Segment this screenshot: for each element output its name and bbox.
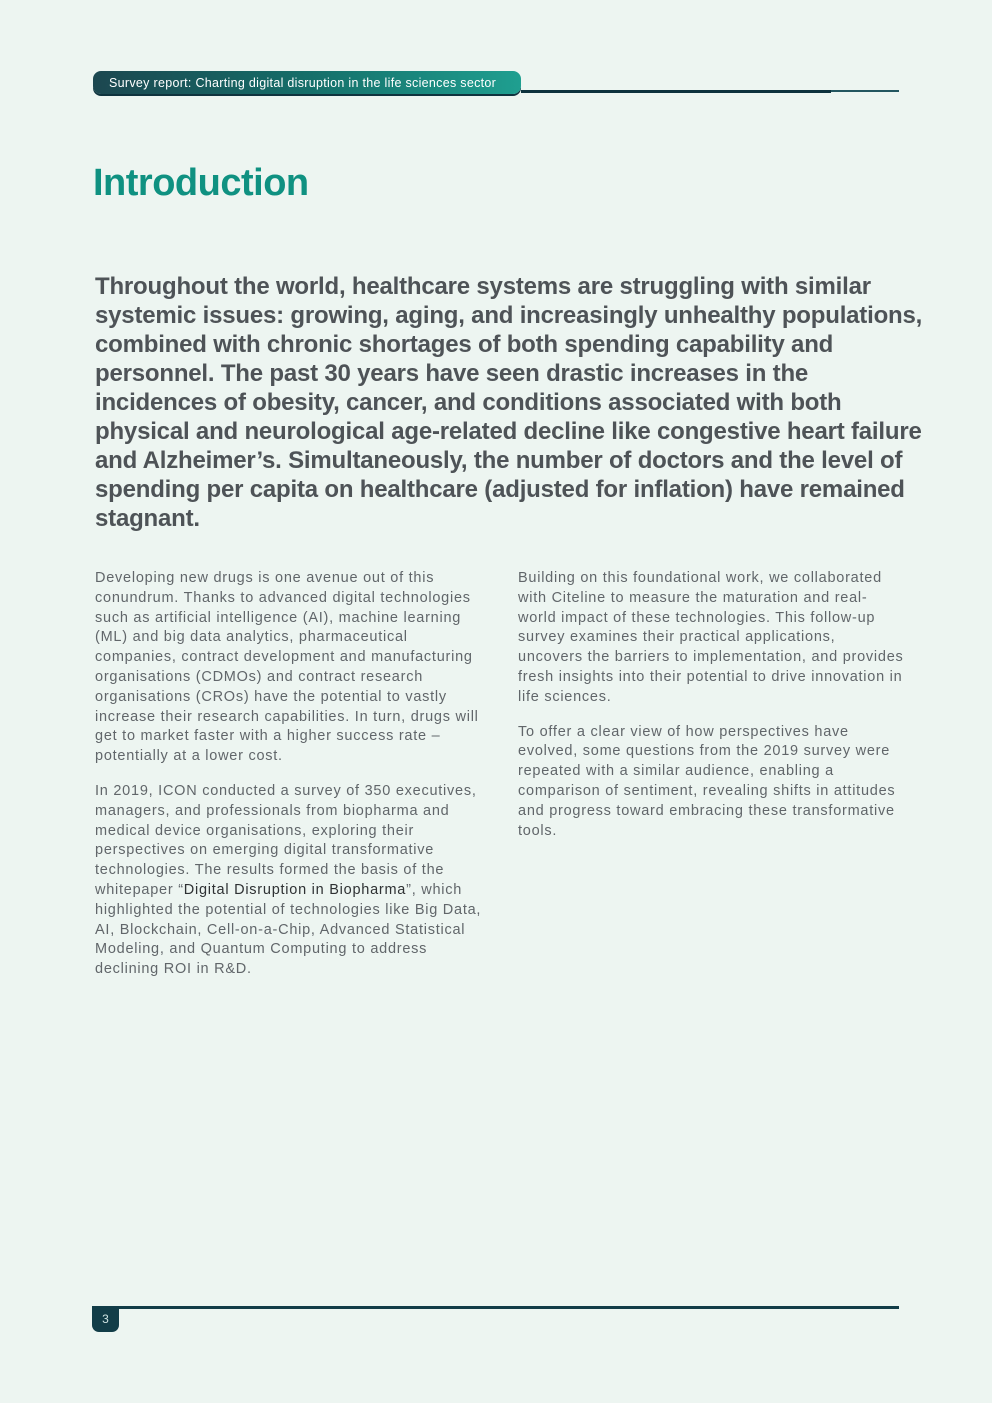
paragraph-text: ”, which highlighted the potential of technologies like Big Data, AI, Blockchain, Cell-on-a-Chip, Advanced Statistical Modeling, and Quantum Computing to address declining ROI in R&D. (95, 881, 482, 978)
right-column (518, 569, 905, 995)
footer-rule (92, 1306, 899, 1309)
whitepaper-title-link[interactable]: Digital Disruption in Biopharma (183, 881, 407, 898)
lead-paragraph: Throughout the world, healthcare systems are struggling with similar systemic issues: growing, aging, and increasingly unhealthy populations, combined with chronic shortages of both spending capability and personnel. The past 30 years have seen drastic increases in the incidences of obesity, cancer, and conditions associated with both physical and neurological age-related decline like congestive heart failure and Alzheimer’s. Simultaneously, the number of doctors and the level of spending per capita on healthcare (adjusted for inflation) have remained stagnant. (95, 273, 923, 532)
page-number: 3 (102, 1312, 109, 1326)
right-column-paragraph-2: To offer a clear view of how perspectives have evolved, some questions from the 2019 survey were repeated with a similar audience, enabling a comparison of sentiment, revealing shifts in attitudes and progress toward embracing these transformative tools. (518, 723, 896, 839)
header-rule-thin (831, 90, 899, 92)
header-rule-dark (521, 90, 831, 93)
left-column (95, 569, 482, 995)
right-column-paragraph-1: Building on this foundational work, we collaborated with Citeline to measure the maturation and real-world impact of these technologies. This follow-up survey examines their practical applications, uncovers the barriers to implementation, and provides fresh insights into their potential to drive innovation in life sciences. (518, 570, 904, 705)
left-column-paragraph-1: Developing new drugs is one avenue out of this conundrum. Thanks to advanced digital technologies such as artificial intelligence (AI), machine learning (ML) and big data analytics, pharmaceutical companies, contract development and manufacturing organisations (CDMOs) and contract research organisations (CROs) have the potential to vastly increase their research capabilities. In turn, drugs will get to market faster with a higher success rate – potentially at a lower cost. (95, 570, 479, 765)
left-column-paragraph-2 (95, 782, 482, 980)
page-number-badge (92, 1306, 119, 1332)
page-title: Introduction (93, 162, 309, 204)
header-banner-label: Survey report: Charting digital disruption in the life sciences sector (109, 75, 497, 90)
paragraph-text: In 2019, ICON conducted a survey of 350 executives, managers, and professionals from biopharma and medical device organisations, exploring their perspectives on emerging digital transformative technologies. The results formed the basis of the whitepaper “ (95, 782, 477, 898)
header-banner (93, 71, 521, 94)
body-columns (95, 569, 905, 995)
